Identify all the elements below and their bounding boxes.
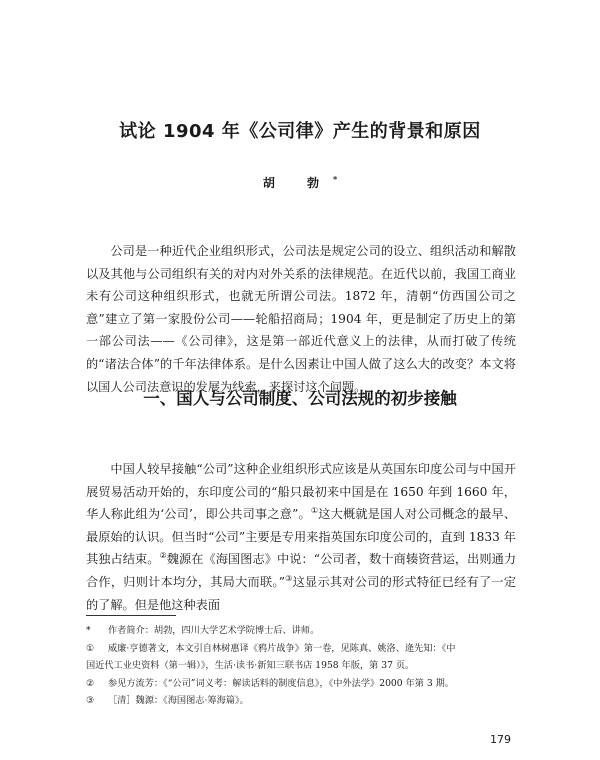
section1-text-c: 魏源在《海国图志》中说：“公司者，数十商辏资营运，出则通力合作，归则计本均分，其局大而联。” (86, 552, 517, 589)
footnote-text: 威廉·亨德著文，本文引自林树惠译《鸦片战争》第一卷，见陈真、姚洛、逄先知：《中 (108, 642, 456, 654)
footnote-text: 参见方流芳：《“公司”词义考：解读话料的制度信息》，《中外法学》2000 年第 3 期。 (108, 677, 454, 689)
author-name: 胡 勃 (262, 176, 333, 190)
author-footnote-mark: * (333, 174, 338, 184)
footnote-mark: * (86, 625, 91, 636)
section1-text-b: 这大概就是国人对公司概念的最早、最原始的认识。但当时“公司”主要是专用来指英国东印度公司的，直到 1833 年其独占结束。 (86, 507, 517, 567)
section1-text-d: 这显示其对公司的形式特征已经有了一定的了解。但是他这种表面 (86, 574, 517, 612)
section-heading: 一、国人与公司制度、公司法规的初步接触 (143, 389, 457, 408)
footnote-ref-3: ③ (284, 573, 293, 583)
section1-body (86, 458, 516, 616)
page-number: 179 (490, 733, 511, 746)
footnote-3 (86, 692, 516, 710)
article-title: 试论 1904 年《公司律》产生的背景和原因 (119, 121, 481, 142)
footnote-1 (86, 640, 516, 658)
footnote-ref-1: ① (310, 506, 319, 516)
section1-paragraph (86, 458, 516, 616)
footnote-author (86, 622, 516, 640)
footnote-mark: ③ (86, 695, 95, 706)
author-line (0, 174, 600, 191)
footnote-divider (86, 615, 176, 616)
footnote-text: ［清］魏源：《海国图志·筹海篇》。 (108, 695, 249, 706)
intro-section (86, 240, 516, 398)
footnote-ref-2: ② (159, 551, 167, 561)
section1-text-a: 中国人较早接触“公司”这种企业组织形式应该是从英国东印度公司与中国开展贸易活动开始的，东印度公司的“船只最初来中国是在 1650 年到 1660 年，华人称此组为‘公司’，即公共司事之意”。 (86, 462, 516, 522)
footnote-mark: ② (86, 677, 95, 689)
intro-paragraph: 公司是一种近代企业组织形式，公司法是规定公司的设立、组织活动和解散以及其他与公司组织有关的对内对外关系的法律规范。在近代以前，我国工商业未有公司这种组织形式，也就无所谓公司法。1872 年，清朝“仿西国公司之意”建立了第一家股份公司——轮船招商局；1904 年，更是制定了历史上的第一部公司法——《公司律》，这是第一部近代意义上的法律，从而打破了传统的“诸法合体”的千年法律体系。是什么因素让中国人做了这么大的改变？本文将以国人公司法意识的发展为线索，来探讨这个问题。 (86, 244, 516, 394)
footnotes (86, 622, 516, 710)
footnote-1-continued: 国近代工业史资料（第一辑）》，生活·读书·新知三联书店 1958 年版，第 37 页。 (86, 660, 415, 671)
footnote-text: 作者简介：胡勃，四川大学艺术学院博士后、讲师。 (108, 625, 320, 636)
footnote-2 (86, 675, 516, 693)
footnote-mark: ① (86, 642, 95, 654)
